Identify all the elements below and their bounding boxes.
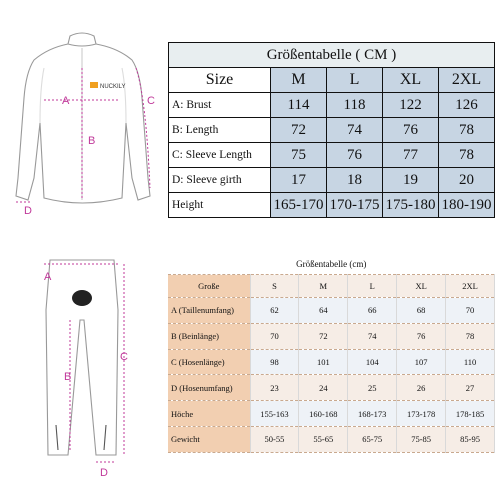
table-cell: 110 xyxy=(446,349,495,375)
table-row xyxy=(168,375,495,401)
table-row xyxy=(169,118,495,143)
table-cell: 55-65 xyxy=(299,426,348,452)
row-label: D: Sleeve girth xyxy=(169,168,271,193)
table-row xyxy=(168,323,495,349)
table-header-row xyxy=(168,275,495,298)
table-row xyxy=(169,93,495,118)
table-cell: 65-75 xyxy=(348,426,397,452)
table-cell: 24 xyxy=(299,375,348,401)
row-label: D (Hosenumfang) xyxy=(168,375,250,401)
table-cell: 126 xyxy=(439,93,495,118)
table-cell: 19 xyxy=(383,168,439,193)
jacket-brand-logo xyxy=(90,82,126,90)
table-cell: 18 xyxy=(327,168,383,193)
table-cell: 78 xyxy=(446,323,495,349)
column-header: 2XL xyxy=(439,68,495,93)
table-row xyxy=(168,401,495,427)
row-label: B: Length xyxy=(169,118,271,143)
table-cell: 165-170 xyxy=(271,193,327,218)
table-cell: 78 xyxy=(439,143,495,168)
table-row xyxy=(168,298,495,324)
table-cell: 27 xyxy=(446,375,495,401)
table-cell: 72 xyxy=(299,323,348,349)
jacket-label-d: D xyxy=(24,205,32,217)
row-label: Höche xyxy=(168,401,250,427)
jacket-size-table xyxy=(168,42,495,218)
table-cell: 76 xyxy=(383,118,439,143)
table-cell: 66 xyxy=(348,298,397,324)
table-cell: 64 xyxy=(299,298,348,324)
row-label: Height xyxy=(169,193,271,218)
table-cell: 17 xyxy=(271,168,327,193)
table-row xyxy=(169,193,495,218)
pants-label-d: D xyxy=(100,467,108,479)
table-cell: 101 xyxy=(299,349,348,375)
column-header: L xyxy=(327,68,383,93)
column-header: M xyxy=(299,275,348,298)
table-cell: 175-180 xyxy=(383,193,439,218)
jacket-illustration xyxy=(0,28,168,224)
table-cell: 23 xyxy=(250,375,299,401)
table-row xyxy=(168,426,495,452)
row-label: B (Beinlänge) xyxy=(168,323,250,349)
table-cell: 75 xyxy=(271,143,327,168)
table-cell: 76 xyxy=(327,143,383,168)
table-cell: 75-85 xyxy=(397,426,446,452)
jacket-label-b: B xyxy=(88,135,96,147)
column-header: XL xyxy=(397,275,446,298)
column-header: L xyxy=(348,275,397,298)
column-header: XL xyxy=(383,68,439,93)
jacket-label-c: C xyxy=(147,95,155,107)
table-cell: 170-175 xyxy=(327,193,383,218)
pants-size-table xyxy=(168,254,495,453)
column-header: S xyxy=(250,275,299,298)
table-row xyxy=(168,349,495,375)
table-cell: 180-190 xyxy=(439,193,495,218)
table-cell: 114 xyxy=(271,93,327,118)
table-row xyxy=(169,168,495,193)
table-cell: 50-55 xyxy=(250,426,299,452)
column-header: Size xyxy=(169,68,271,93)
row-label: Gewicht xyxy=(168,426,250,452)
table-cell: 173-178 xyxy=(397,401,446,427)
table-cell: 78 xyxy=(439,118,495,143)
column-header: Große xyxy=(168,275,250,298)
table-cell: 104 xyxy=(348,349,397,375)
row-label: A: Brust xyxy=(169,93,271,118)
table-cell: 118 xyxy=(327,93,383,118)
column-header: M xyxy=(271,68,327,93)
jacket-table-title: Größentabelle ( CM ) xyxy=(169,43,495,68)
row-label: C (Hosenlänge) xyxy=(168,349,250,375)
table-cell: 26 xyxy=(397,375,446,401)
row-label: A (Taillenumfang) xyxy=(168,298,250,324)
table-cell: 62 xyxy=(250,298,299,324)
table-cell: 70 xyxy=(446,298,495,324)
table-cell: 74 xyxy=(327,118,383,143)
table-cell: 178-185 xyxy=(446,401,495,427)
table-header-row xyxy=(169,68,495,93)
pants-label-a: A xyxy=(44,271,52,283)
table-cell: 122 xyxy=(383,93,439,118)
row-label: C: Sleeve Length xyxy=(169,143,271,168)
table-cell: 25 xyxy=(348,375,397,401)
table-cell: 168-173 xyxy=(348,401,397,427)
table-cell: 20 xyxy=(439,168,495,193)
table-cell: 160-168 xyxy=(299,401,348,427)
pants-label-c: C xyxy=(120,351,128,363)
svg-text:NUCKILY: NUCKILY xyxy=(100,84,126,90)
column-header: 2XL xyxy=(446,275,495,298)
table-cell: 74 xyxy=(348,323,397,349)
table-cell: 107 xyxy=(397,349,446,375)
jacket-label-a: A xyxy=(62,95,70,107)
table-cell: 68 xyxy=(397,298,446,324)
table-cell: 70 xyxy=(250,323,299,349)
pants-label-b: B xyxy=(64,371,72,383)
table-row xyxy=(169,143,495,168)
table-cell: 98 xyxy=(250,349,299,375)
pants-table-title: Größentabelle (cm) xyxy=(168,254,495,275)
table-cell: 77 xyxy=(383,143,439,168)
pants-illustration xyxy=(0,250,168,490)
table-cell: 72 xyxy=(271,118,327,143)
table-cell: 155-163 xyxy=(250,401,299,427)
table-cell: 76 xyxy=(397,323,446,349)
table-cell: 85-95 xyxy=(446,426,495,452)
